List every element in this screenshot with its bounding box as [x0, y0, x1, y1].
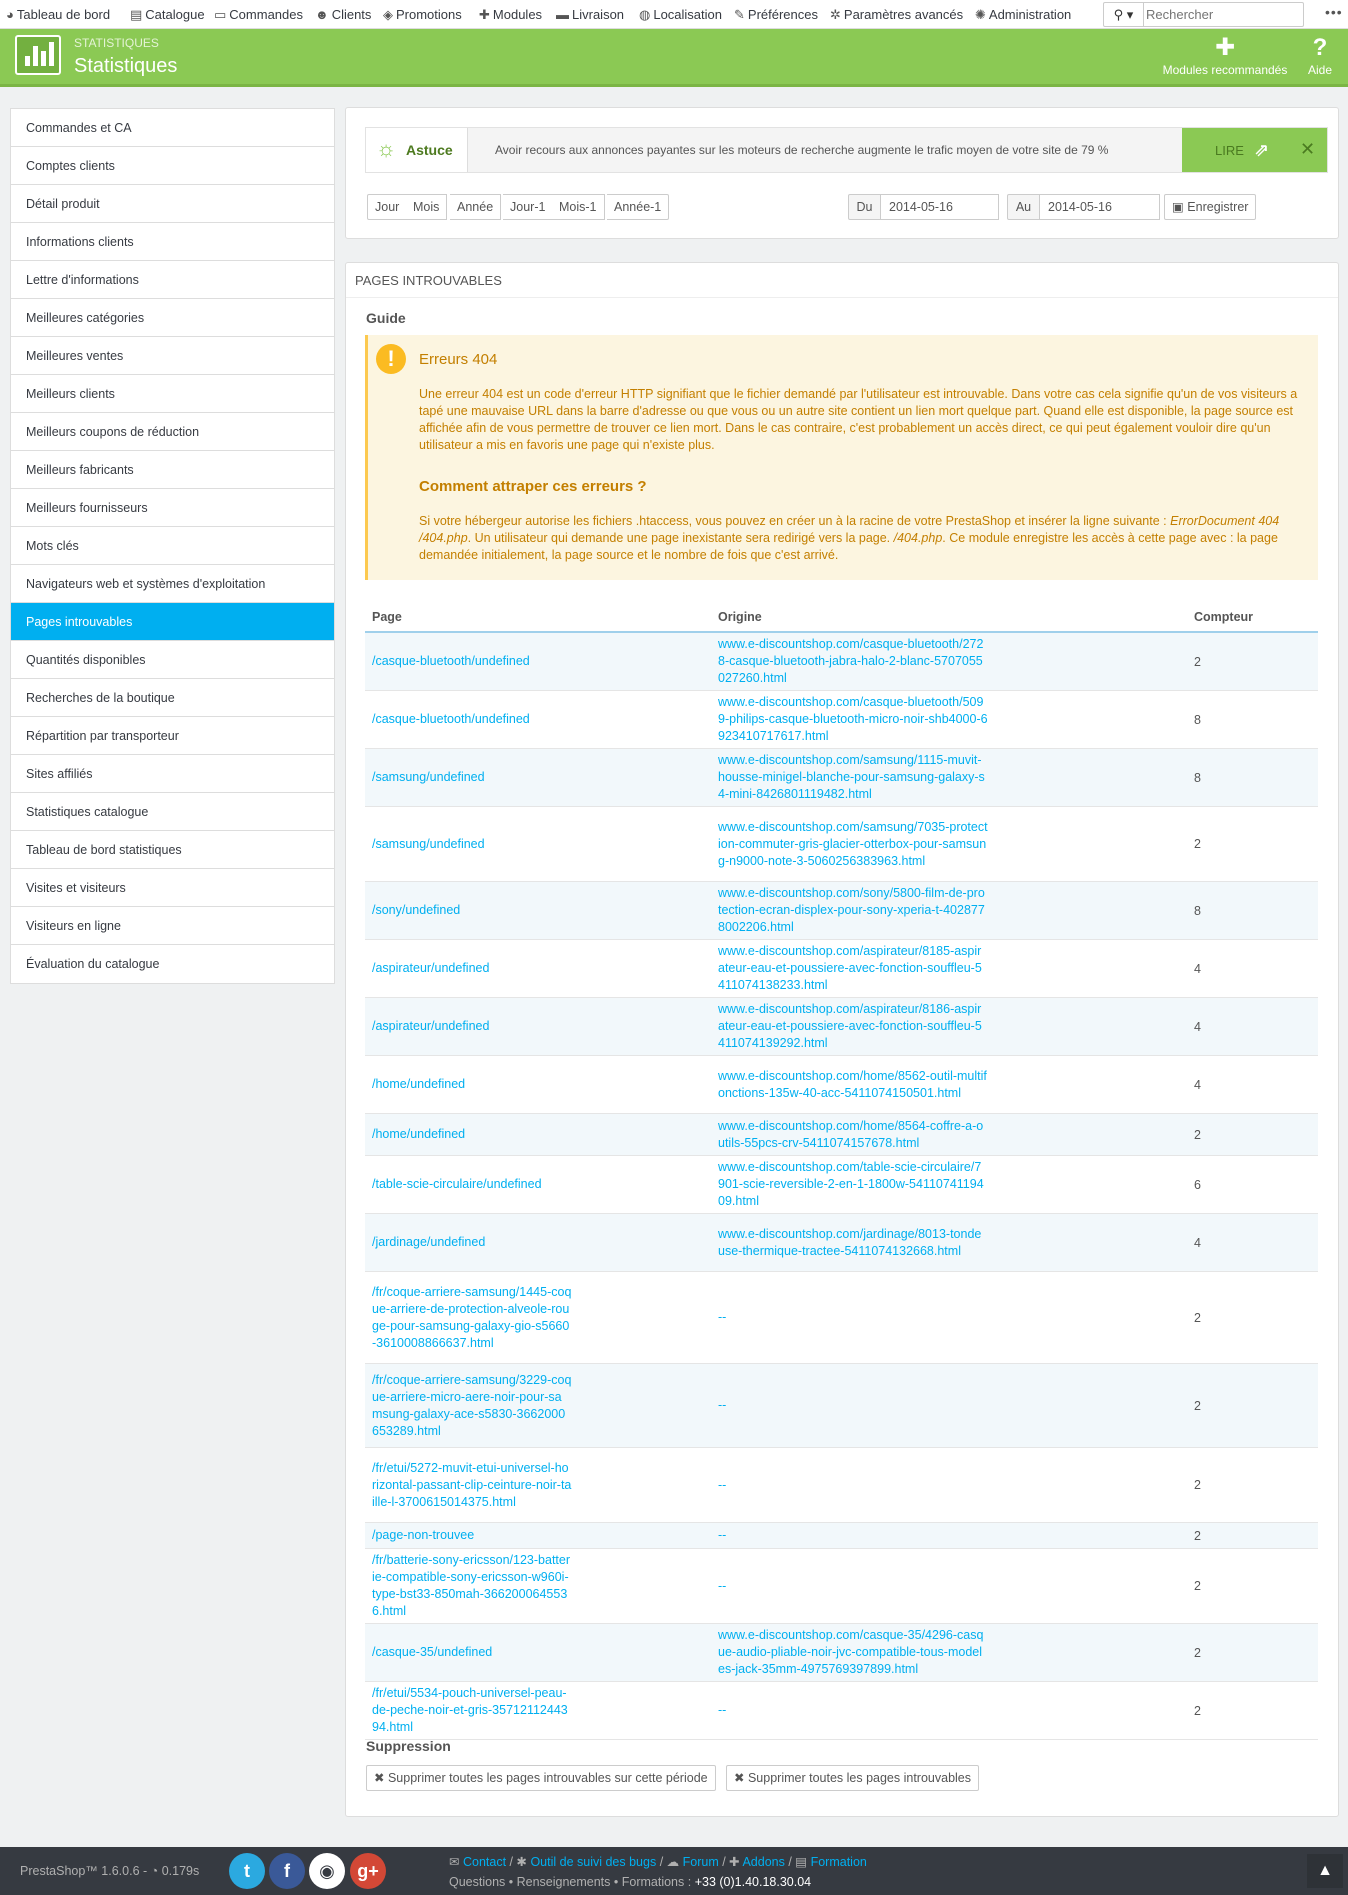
search-icon: ⚲: [1113, 7, 1124, 22]
nav-dashboard[interactable]: ◕ Tableau de bord: [6, 7, 111, 22]
scroll-top-button[interactable]: [1307, 1854, 1343, 1888]
nav-preferences[interactable]: ✎ Préférences: [734, 7, 818, 22]
origin-link[interactable]: www.e-discountshop.com/home/8562-outil-multifonctions-135w-40-acc-5411074150501.html: [718, 1069, 987, 1100]
origin-link[interactable]: --: [718, 1310, 727, 1324]
sidebar-item-meilleures-categories[interactable]: Meilleures catégories: [11, 299, 334, 337]
origin-link[interactable]: www.e-discountshop.com/casque-bluetooth/5099-philips-casque-bluetooth-micro-noir-shb4000-6923410717617.html: [718, 695, 988, 743]
nav-orders[interactable]: ▭ Commandes: [214, 7, 303, 22]
count-value: 2: [1194, 1128, 1201, 1142]
count-value: 2: [1194, 1529, 1201, 1543]
origin-link[interactable]: www.e-discountshop.com/casque-bluetooth/2728-casque-bluetooth-jabra-halo-2-blanc-5707055027260.html: [718, 637, 984, 685]
nav-administration[interactable]: ✺ Administration: [975, 7, 1072, 22]
sidebar-item-repartition-transporteur[interactable]: Répartition par transporteur: [11, 717, 334, 755]
count-value: 8: [1194, 904, 1201, 918]
page-link[interactable]: /samsung/undefined: [372, 837, 485, 851]
guide-paragraph-htaccess: Si votre hébergeur autorise les fichiers .htaccess, vous pouvez en créer un à la racine de votre PrestaShop et insérer la ligne suivante : ErrorDocument 404 /404.php. Un utilisateur qui demande une page inexistante sera redirigé vers la page. /404.php. Ce module enregistre les accès à cette page avec : la page demandée initialement, la page source et le nombre de fois que c'est arrivé.: [419, 514, 1280, 562]
sidebar-item-statistiques-catalogue[interactable]: Statistiques catalogue: [11, 793, 334, 831]
table-row: [365, 633, 1318, 691]
origin-link[interactable]: www.e-discountshop.com/aspirateur/8185-aspirateur-eau-et-poussiere-avec-fonction-souffleu-5411074138233.html: [718, 944, 982, 992]
table-row: [365, 1272, 1318, 1364]
guide-subtitle: Comment attraper ces erreurs ?: [419, 478, 647, 495]
origin-link[interactable]: www.e-discountshop.com/home/8564-coffre-a-outils-55pcs-crv-5411074157678.html: [718, 1119, 984, 1150]
suppression-heading: Suppression: [366, 1738, 451, 1754]
sidebar-item-commandes-ca[interactable]: Commandes et CA: [11, 109, 334, 147]
sidebar-item-meilleurs-fabricants[interactable]: Meilleurs fabricants: [11, 451, 334, 489]
origin-link[interactable]: --: [718, 1703, 727, 1717]
count-value: 2: [1194, 1399, 1201, 1413]
nav-modules[interactable]: ✚ Modules: [479, 7, 543, 22]
count-value: 4: [1194, 1020, 1201, 1034]
sidebar-item-comptes-clients[interactable]: Comptes clients: [11, 147, 334, 185]
sidebar-item-meilleurs-fournisseurs[interactable]: Meilleurs fournisseurs: [11, 489, 334, 527]
origin-link[interactable]: www.e-discountshop.com/sony/5800-film-de-protection-ecran-displex-pour-sony-xperia-t-4028778002206.html: [718, 886, 985, 934]
gear-icon: ✺: [975, 7, 986, 22]
date-to-input[interactable]: 2014-05-16: [1040, 194, 1160, 220]
count-value: 2: [1194, 655, 1201, 669]
book-icon: ▤: [795, 1855, 808, 1869]
save-dates-button[interactable]: ▣ Enregistrer: [1164, 194, 1256, 220]
external-link-icon[interactable]: ⇗: [1254, 140, 1270, 160]
sidebar-item-mots-cles[interactable]: Mots clés: [11, 527, 334, 565]
page-link[interactable]: /casque-35/undefined: [372, 1645, 493, 1659]
page-link[interactable]: /fr/batterie-sony-ericsson/123-batterie-compatible-sony-ericsson-w960i-type-bst33-850mah-3662000645536.html: [372, 1553, 571, 1618]
table-row: [365, 1682, 1318, 1740]
page-link[interactable]: /fr/etui/5272-muvit-etui-universel-horizontal-passant-clip-ceinture-noir-taille-l-3700615014375.html: [372, 1461, 572, 1509]
users-icon: ☻: [315, 7, 329, 22]
period-year-button[interactable]: Année: [450, 194, 501, 220]
sidebar-item-tableau-bord-stats[interactable]: Tableau de bord statistiques: [11, 831, 334, 869]
origin-link[interactable]: www.e-discountshop.com/aspirateur/8186-aspirateur-eau-et-poussiere-avec-fonction-souffleu-5411074139292.html: [718, 1002, 982, 1050]
search-box: [1103, 2, 1304, 27]
period-month-button[interactable]: Mois: [406, 194, 447, 220]
table-row: [365, 1156, 1318, 1214]
truck-icon: ▬: [556, 7, 569, 22]
origin-link[interactable]: www.e-discountshop.com/jardinage/8013-tondeuse-thermique-tractee-5411074132668.html: [718, 1227, 982, 1258]
table-row: [365, 1523, 1318, 1549]
footer-contact-line: Questions • Renseignements • Formations :: [449, 1875, 692, 1889]
origin-link[interactable]: www.e-discountshop.com/table-scie-circulaire/7901-scie-reversible-2-en-1-1800w-5411074119409.html: [718, 1160, 984, 1208]
origin-link[interactable]: www.e-discountshop.com/samsung/7035-protection-commuter-gris-glacier-otterbox-pour-samsung-n9000-note-3-5060256383963.html: [718, 820, 988, 868]
count-value: 2: [1194, 1704, 1201, 1718]
puzzle-icon: ✚: [1214, 34, 1236, 61]
table-row: [365, 1364, 1318, 1448]
sidebar-item-sites-affilies[interactable]: Sites affiliés: [11, 755, 334, 793]
page-title: Statistiques: [74, 55, 178, 77]
count-value: 2: [1194, 1646, 1201, 1660]
twitter-icon[interactable]: t: [229, 1853, 265, 1889]
github-icon[interactable]: ◉: [309, 1853, 345, 1889]
footer-load-time: 0.179s: [161, 1864, 200, 1878]
tip-banner: [365, 127, 1328, 173]
table-row: [365, 1448, 1318, 1523]
guide-alert: [365, 335, 1318, 580]
puzzle-icon: ✚: [479, 7, 490, 22]
count-value: 2: [1194, 1579, 1201, 1593]
period-previous-year-button[interactable]: Année-1: [607, 194, 669, 220]
table-row: [365, 1114, 1318, 1156]
origin-link[interactable]: --: [718, 1528, 727, 1542]
footer-link-forum[interactable]: Forum: [682, 1855, 719, 1869]
guide-paragraph: Une erreur 404 est un code d'erreur HTTP signifiant que le fichier demandé par l'utilisateur est introuvable. Dans votre cas cela signifie qu'un de vos visiteurs a tapé une mauvaise URL dans la barre d'adresse ou que vous ou un autre site contient un lien mort quelque part. Quand elle est disponible, la page source est affichée afin de vous permettre de trouver ce lien mort. Dans le cas contraire, c'est probablement un accès direct, ce qui peut également vouloir dire qu'un utilisateur a mis en favoris une page qui n'existe plus.: [419, 387, 1298, 452]
cogs-icon: ✲: [830, 7, 841, 22]
origin-link[interactable]: www.e-discountshop.com/samsung/1115-muvit-housse-minigel-blanche-pour-samsung-galaxy-s4-mini-8426801119482.html: [718, 753, 985, 801]
count-value: 8: [1194, 713, 1201, 727]
count-value: 4: [1194, 1078, 1201, 1092]
sidebar-item-informations-clients[interactable]: Informations clients: [11, 223, 334, 261]
sidebar-item-lettre-informations[interactable]: Lettre d'informations: [11, 261, 334, 299]
sidebar-item-navigateurs[interactable]: Navigateurs web et systèmes d'exploitation: [11, 565, 334, 603]
dashboard-icon: ◕: [6, 7, 14, 22]
more-menu-icon[interactable]: •••: [1325, 4, 1343, 20]
page-link[interactable]: /casque-bluetooth/undefined: [372, 654, 530, 668]
count-value: 2: [1194, 837, 1201, 851]
origin-link[interactable]: www.e-discountshop.com/casque-35/4296-casque-audio-pliable-noir-jvc-compatible-tous-modeles-jack-35mm-4975769397899.html: [718, 1628, 984, 1676]
date-to-label: Au: [1007, 194, 1040, 220]
nav-advanced-parameters[interactable]: ✲ Paramètres avancés: [830, 7, 964, 22]
globe-icon: ◍: [639, 7, 651, 22]
warning-icon: !: [376, 344, 406, 374]
page-link[interactable]: /home/undefined: [372, 1127, 466, 1141]
stats-sidebar: [10, 108, 335, 984]
count-value: 4: [1194, 1236, 1201, 1250]
nav-shipping[interactable]: ▬ Livraison: [556, 7, 625, 22]
delete-icon: ✖: [374, 1771, 385, 1785]
table-row: [365, 1624, 1318, 1682]
table-row: [365, 998, 1318, 1056]
section-title: PAGES INTROUVABLES: [355, 273, 502, 288]
arrow-up-icon: ▲: [1317, 1862, 1333, 1879]
footer-link-contact[interactable]: Contact: [462, 1855, 507, 1869]
google-plus-icon[interactable]: g+: [350, 1853, 386, 1889]
close-tip-icon[interactable]: ✕: [1300, 139, 1316, 159]
column-header-page: Page: [372, 610, 402, 624]
question-icon: ?: [1312, 34, 1328, 61]
envelope-icon: ✉: [449, 1855, 460, 1869]
sidebar-item-recherches-boutique[interactable]: Recherches de la boutique: [11, 679, 334, 717]
sidebar-item-visiteurs-en-ligne[interactable]: Visiteurs en ligne: [11, 907, 334, 945]
page-link[interactable]: /jardinage/undefined: [372, 1235, 486, 1249]
tag-icon: ◈: [383, 7, 393, 22]
table-row: [365, 807, 1318, 882]
page-header: [0, 29, 1348, 87]
page-link[interactable]: /aspirateur/undefined: [372, 1019, 490, 1033]
table-row: [365, 749, 1318, 807]
read-tip-link[interactable]: LIRE: [1215, 143, 1244, 158]
search-input[interactable]: [1146, 5, 1296, 23]
nav-catalog[interactable]: ▤ Catalogue: [130, 7, 205, 22]
table-row: [365, 882, 1318, 940]
table-row: [365, 691, 1318, 749]
tip-label: Astuce: [406, 142, 453, 158]
column-header-count: Compteur: [1194, 610, 1254, 624]
table-row: [365, 1214, 1318, 1272]
clock-icon: ◔: [150, 1864, 159, 1878]
date-from-label: Du: [848, 194, 881, 220]
origin-link[interactable]: --: [718, 1579, 727, 1593]
statistics-icon: [15, 35, 61, 75]
sidebar-item-detail-produit[interactable]: Détail produit: [11, 185, 334, 223]
sidebar-item-evaluation-catalogue[interactable]: Évaluation du catalogue: [26, 957, 160, 971]
footer-phone: +33 (0)1.40.18.30.04: [694, 1875, 812, 1889]
footer-link-bug-tracker[interactable]: Outil de suivi des bugs: [530, 1855, 657, 1869]
table-row: [365, 1549, 1318, 1624]
page-link[interactable]: /sony/undefined: [372, 903, 461, 917]
nav-customers[interactable]: ☻ Clients: [315, 7, 372, 22]
guide-title: Erreurs 404: [419, 351, 498, 368]
comments-icon: ☁: [666, 1855, 680, 1869]
recommended-modules-button[interactable]: ✚ Modules recommandés: [1157, 33, 1293, 77]
origin-link[interactable]: --: [718, 1398, 727, 1412]
footer: PrestaShop™ 1.6.0.6 - ◔ 0.179s t f ◉ g+ ✉ Contact / ✱ Outil de suivi des bugs / ☁ Forum / ✚ Addons / ▤ Formation Questions • Renseignements • Formations : +33 (0)1.40.18.30.04 ▲: [0, 1847, 1348, 1895]
credit-card-icon: ▭: [214, 7, 227, 22]
page-link[interactable]: /fr/coque-arriere-samsung/3229-coque-arriere-micro-aere-noir-pour-samsung-galaxy-ace-s5830-3662000653289.html: [372, 1373, 572, 1438]
delete-icon: ✖: [734, 1771, 745, 1785]
sidebar-item-quantites-disponibles[interactable]: Quantités disponibles: [11, 641, 334, 679]
footer-link-addons[interactable]: Addons: [742, 1855, 785, 1869]
help-button[interactable]: ? Aide: [1300, 33, 1340, 77]
facebook-icon[interactable]: f: [269, 1853, 305, 1889]
tip-text: Avoir recours aux annonces payantes sur les moteurs de recherche augmente le trafic moyen de votre site de 79 %: [495, 143, 1109, 157]
sidebar-item-meilleures-ventes[interactable]: Meilleures ventes: [11, 337, 334, 375]
period-previous-month-button[interactable]: Mois-1: [552, 194, 605, 220]
calendar-panel: [345, 107, 1339, 239]
footer-version: PrestaShop™ 1.6.0.6 -: [20, 1864, 148, 1878]
count-value: 6: [1194, 1178, 1201, 1192]
page-link[interactable]: /table-scie-circulaire/undefined: [372, 1177, 542, 1191]
page-link[interactable]: /home/undefined: [372, 1077, 466, 1091]
sidebar-item-pages-introuvables[interactable]: Pages introuvables: [11, 603, 334, 641]
sidebar-item-meilleurs-coupons[interactable]: Meilleurs coupons de réduction: [11, 413, 334, 451]
table-row: [365, 940, 1318, 998]
guide-heading: Guide: [366, 310, 406, 326]
origin-link[interactable]: --: [718, 1478, 727, 1492]
search-type-dropdown[interactable]: ⚲ ▾: [1104, 3, 1144, 26]
delete-period-button[interactable]: ✖ Supprimer toutes les pages introuvables sur cette période: [366, 1765, 716, 1791]
count-value: 4: [1194, 962, 1201, 976]
nav-promotions[interactable]: ◈ Promotions: [383, 7, 462, 22]
count-value: 2: [1194, 1311, 1201, 1325]
sidebar-item-visites-visiteurs[interactable]: Visites et visiteurs: [11, 869, 334, 907]
date-from-input[interactable]: 2014-05-16: [881, 194, 999, 220]
count-value: 8: [1194, 771, 1201, 785]
pages-not-found-panel: [345, 262, 1339, 1817]
count-value: 2: [1194, 1478, 1201, 1492]
period-day-button[interactable]: Jour: [367, 194, 407, 220]
breadcrumb[interactable]: STATISTIQUES: [74, 36, 159, 50]
nav-localization[interactable]: ◍ Localisation: [639, 7, 722, 22]
bug-icon: ✱: [516, 1855, 527, 1869]
puzzle-icon: ✚: [729, 1855, 740, 1869]
wrench-icon: ✎: [734, 7, 745, 22]
table-row: [365, 1056, 1318, 1114]
period-previous-day-button[interactable]: Jour-1: [503, 194, 553, 220]
floppy-icon: ▣: [1172, 200, 1184, 214]
page-link[interactable]: /casque-bluetooth/undefined: [372, 712, 530, 726]
sidebar-item-meilleurs-clients[interactable]: Meilleurs clients: [11, 375, 334, 413]
lightbulb-icon: ☼: [376, 136, 397, 161]
top-navigation: [0, 0, 1348, 29]
column-header-origin: Origine: [718, 610, 762, 624]
delete-all-button[interactable]: ✖ Supprimer toutes les pages introuvables: [726, 1765, 979, 1791]
page-link[interactable]: /samsung/undefined: [372, 770, 485, 784]
footer-link-training[interactable]: Formation: [810, 1855, 867, 1869]
page-link[interactable]: /aspirateur/undefined: [372, 961, 490, 975]
page-link[interactable]: /fr/coque-arriere-samsung/1445-coque-arriere-de-protection-alveole-rouge-pour-samsung-galaxy-gio-s5660-3610008866637.html: [372, 1285, 572, 1350]
page-link[interactable]: /fr/etui/5534-pouch-universel-peau-de-peche-noir-et-gris-3571211244394.html: [372, 1686, 568, 1734]
page-link[interactable]: /page-non-trouvee: [372, 1528, 475, 1542]
book-icon: ▤: [130, 7, 143, 22]
